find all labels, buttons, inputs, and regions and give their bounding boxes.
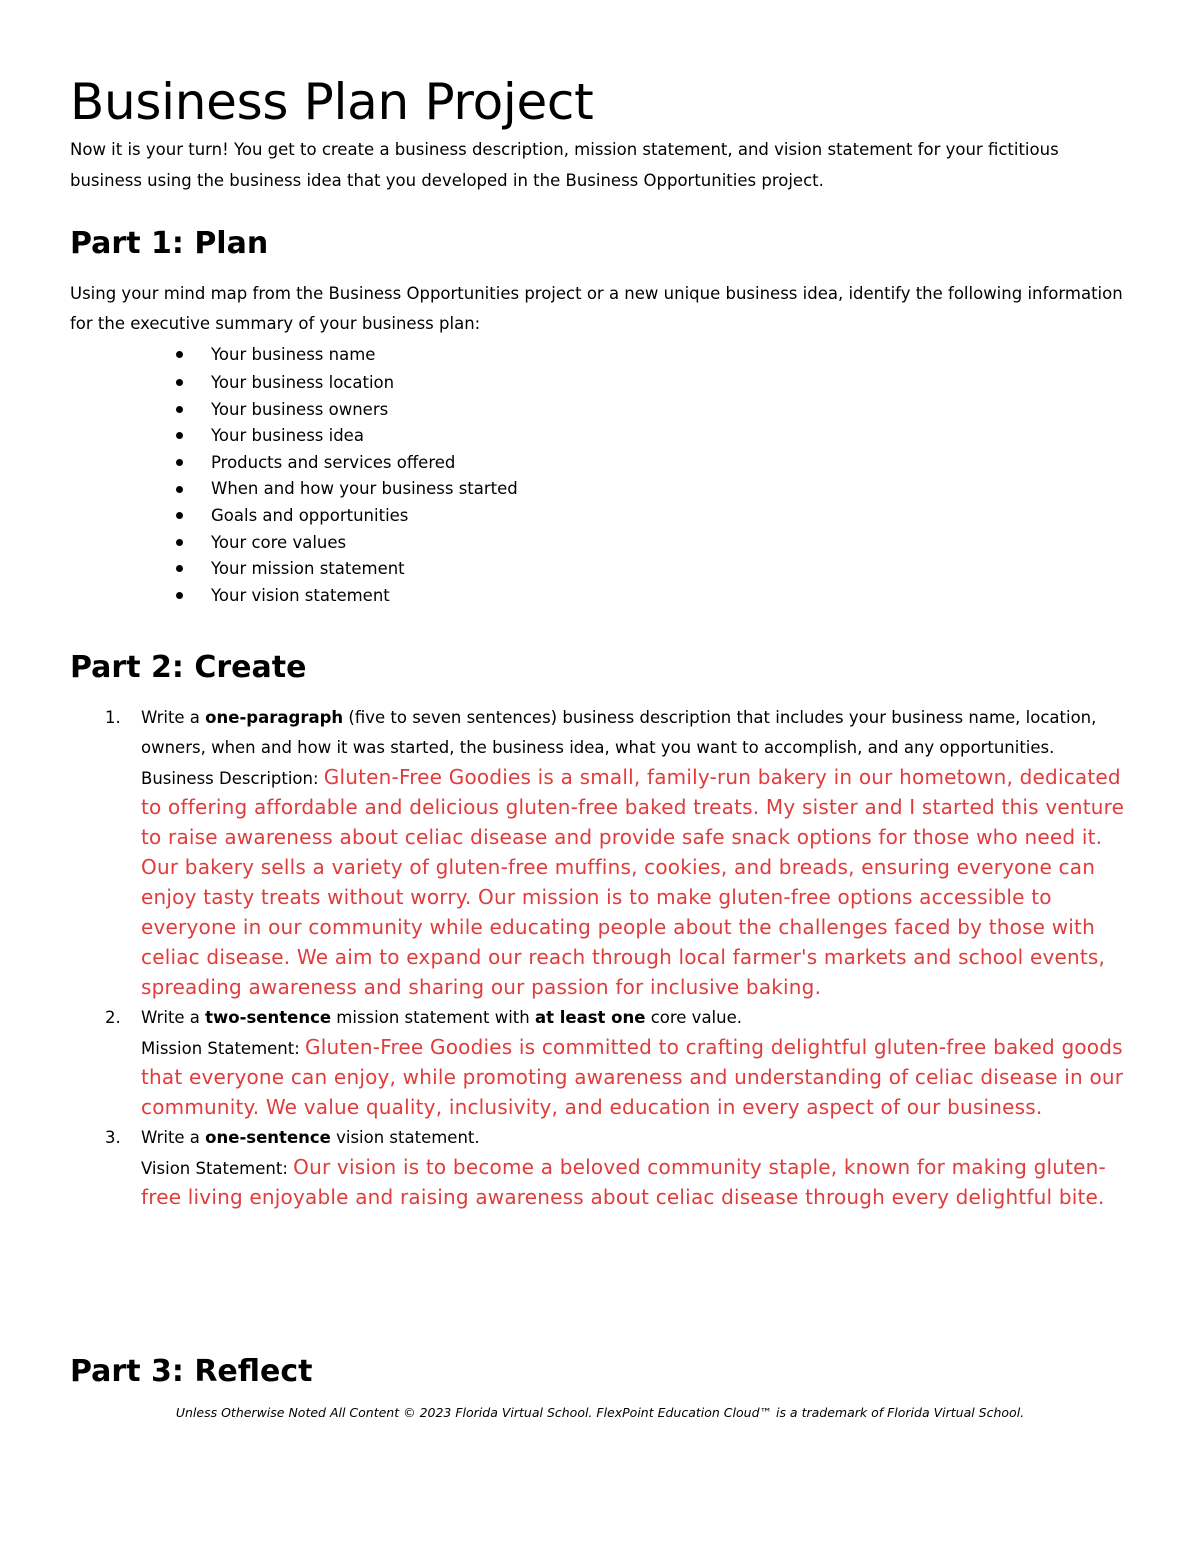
list-item bbox=[70, 1123, 1130, 1213]
part2-numbered-list bbox=[70, 703, 1130, 1213]
bullet-icon bbox=[176, 592, 183, 599]
question-text: Write a one-sentence vision statement. bbox=[141, 1128, 480, 1147]
answer-text: Our vision is to become a beloved community staple, known for making gluten-free living enjoyable and raising awareness about celiac disease through every delightful bite. bbox=[141, 1155, 1106, 1209]
list-item bbox=[170, 450, 518, 477]
part1-instructions: Using your mind map from the Business Opportunities project or a new unique business idea, identify the following information for the executive summary of your business plan: bbox=[70, 284, 1123, 333]
part3-heading: Part 3: Reflect bbox=[70, 1354, 313, 1389]
document-title: Business Plan Project bbox=[70, 73, 594, 131]
list-item-text: Your mission statement bbox=[211, 559, 405, 579]
answer-text: Gluten-Free Goodies is committed to crafting delightful gluten-free baked goods that everyone can enjoy, while promoting awareness and understanding of celiac disease in our community. We value quality, inclusivity, and education in every aspect of our business. bbox=[141, 1035, 1124, 1119]
answer-block bbox=[141, 1153, 1130, 1213]
list-item bbox=[170, 397, 518, 424]
intro-paragraph: Now it is your turn! You get to create a business description, mission statement, and vision statement for your fictitious business using the business idea that you developed in the Business Opportunities project. bbox=[70, 140, 1059, 190]
list-item bbox=[170, 583, 518, 610]
part2-heading: Part 2: Create bbox=[70, 650, 307, 685]
bullet-icon bbox=[176, 351, 183, 358]
answer-block bbox=[141, 1033, 1130, 1123]
list-item-text: Goals and opportunities bbox=[211, 505, 409, 525]
list-item bbox=[170, 340, 518, 370]
bullet-icon bbox=[176, 486, 183, 493]
question-text: Write a one-paragraph (five to seven sentences) business description that includes your business name, location, owners, when and how it was started, the business idea, what you want to accomplish, and any opportunities. bbox=[141, 708, 1097, 757]
list-item bbox=[70, 703, 1130, 1003]
list-item-text: Your business name bbox=[211, 345, 376, 364]
list-item bbox=[170, 423, 518, 450]
answer-label: Business Description: bbox=[141, 769, 324, 788]
bullet-icon bbox=[176, 406, 183, 413]
list-item bbox=[170, 476, 518, 503]
part1-bullet-list bbox=[170, 340, 518, 609]
answer-label: Vision Statement: bbox=[141, 1159, 294, 1178]
bullet-icon bbox=[176, 539, 183, 546]
list-item-text: Your business location bbox=[211, 373, 395, 392]
list-item bbox=[170, 556, 518, 583]
bullet-icon bbox=[176, 512, 183, 519]
list-item-text: Your vision statement bbox=[211, 585, 390, 605]
item-number: 2. bbox=[105, 1008, 121, 1027]
bullet-icon bbox=[176, 565, 183, 572]
answer-text: Gluten-Free Goodies is a small, family-run bakery in our hometown, dedicated to offering affordable and delicious gluten-free baked treats. My sister and I started this venture to raise awareness about celiac disease and provide safe snack options for those who need it. Our bakery sells a variety of gluten-free muffins, cookies, and breads, ensuring everyone can enjoy tasty treats without worry. Our mission is to make gluten-free options accessible to everyone in our community while educating people about the challenges faced by those with celiac disease. We aim to expand our reach through local farmer's markets and school events, spreading awareness and sharing our passion for inclusive baking. bbox=[141, 765, 1125, 999]
answer-block bbox=[141, 763, 1130, 1003]
answer-label: Mission Statement: bbox=[141, 1039, 306, 1058]
list-item-text: Your core values bbox=[211, 532, 347, 552]
list-item-text: When and how your business started bbox=[211, 479, 518, 499]
item-number: 3. bbox=[105, 1128, 121, 1147]
bullet-icon bbox=[176, 432, 183, 439]
item-number: 1. bbox=[105, 708, 121, 727]
bullet-icon bbox=[176, 379, 183, 386]
list-item-text: Your business idea bbox=[211, 426, 364, 446]
list-item bbox=[70, 1003, 1130, 1123]
bullet-icon bbox=[176, 459, 183, 466]
part1-heading: Part 1: Plan bbox=[70, 226, 269, 261]
list-item bbox=[170, 370, 518, 397]
question-text: Write a two-sentence mission statement with at least one core value. bbox=[141, 1008, 742, 1027]
list-item bbox=[170, 503, 518, 530]
list-item bbox=[170, 530, 518, 557]
list-item-text: Your business owners bbox=[211, 399, 389, 419]
list-item-text: Products and services offered bbox=[211, 452, 456, 472]
copyright-footer: Unless Otherwise Noted All Content © 2023 Florida Virtual School. FlexPoint Education Cloud™ is a trademark of Florida Virtual School. bbox=[175, 1405, 1025, 1420]
